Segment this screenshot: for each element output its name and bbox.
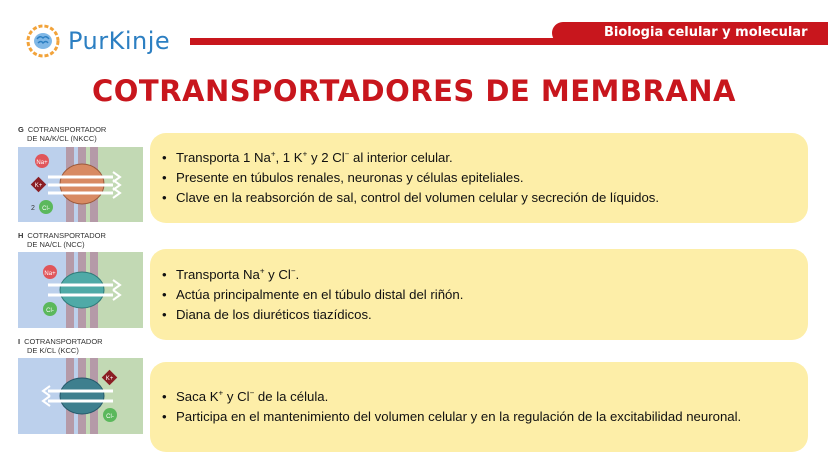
list-item: • Saca K+ y Cl− de la célula. xyxy=(162,388,329,404)
list-item: • Transporta Na+ y Cl−. xyxy=(162,266,300,282)
list-item: • Transporta 1 Na+, 1 K+ y 2 Cl− al interior celular. xyxy=(162,149,453,165)
ion-k-label: K+ xyxy=(34,183,43,189)
subject-tag: Biologia celular y molecular xyxy=(552,22,828,44)
nkcc-diagram xyxy=(18,147,143,222)
brand-name: PurKinje xyxy=(68,27,171,55)
ion-na-label: Na+ xyxy=(44,271,56,277)
ncc-diagram xyxy=(18,252,143,328)
panel-g-label: G COTRANSPORTADOR DE NA/K/CL (NKCC) xyxy=(18,125,107,143)
list-item: • Presente en túbulos renales, neuronas y células epiteliales. xyxy=(162,170,524,185)
list-item: • Participa en el mantenimiento del volumen celular y en la regulación de la excitabilidad neuronal. xyxy=(162,409,742,424)
ion-cl-label: Cl- xyxy=(46,308,54,314)
nkcc-card xyxy=(150,133,808,223)
list-item: • Clave en la reabsorción de sal, control del volumen celular y secreción de líquidos. xyxy=(162,190,660,205)
ion-na-label: Na+ xyxy=(36,160,48,166)
ion-cl-label: Cl- xyxy=(42,206,50,212)
kcc-diagram xyxy=(18,358,143,434)
list-item: • Actúa principalmente en el túbulo distal del riñón. xyxy=(162,286,464,302)
ncc-card xyxy=(150,249,808,340)
brand-logo xyxy=(26,24,170,58)
panel-h-label: H COTRANSPORTADOR DE NA/CL (NCC) xyxy=(18,231,106,249)
ion-k-label: K+ xyxy=(105,376,114,382)
ion-cl-count: 2 xyxy=(31,205,35,212)
ion-cl-label: Cl- xyxy=(106,414,114,420)
kcc-card xyxy=(150,362,808,452)
brain-icon xyxy=(26,24,60,58)
panel-i-label: I COTRANSPORTADOR DE K/CL (KCC) xyxy=(18,337,103,355)
list-item: • Diana de los diuréticos tiazídicos. xyxy=(162,306,372,322)
page-title: COTRANSPORTADORES DE MEMBRANA xyxy=(91,74,736,108)
